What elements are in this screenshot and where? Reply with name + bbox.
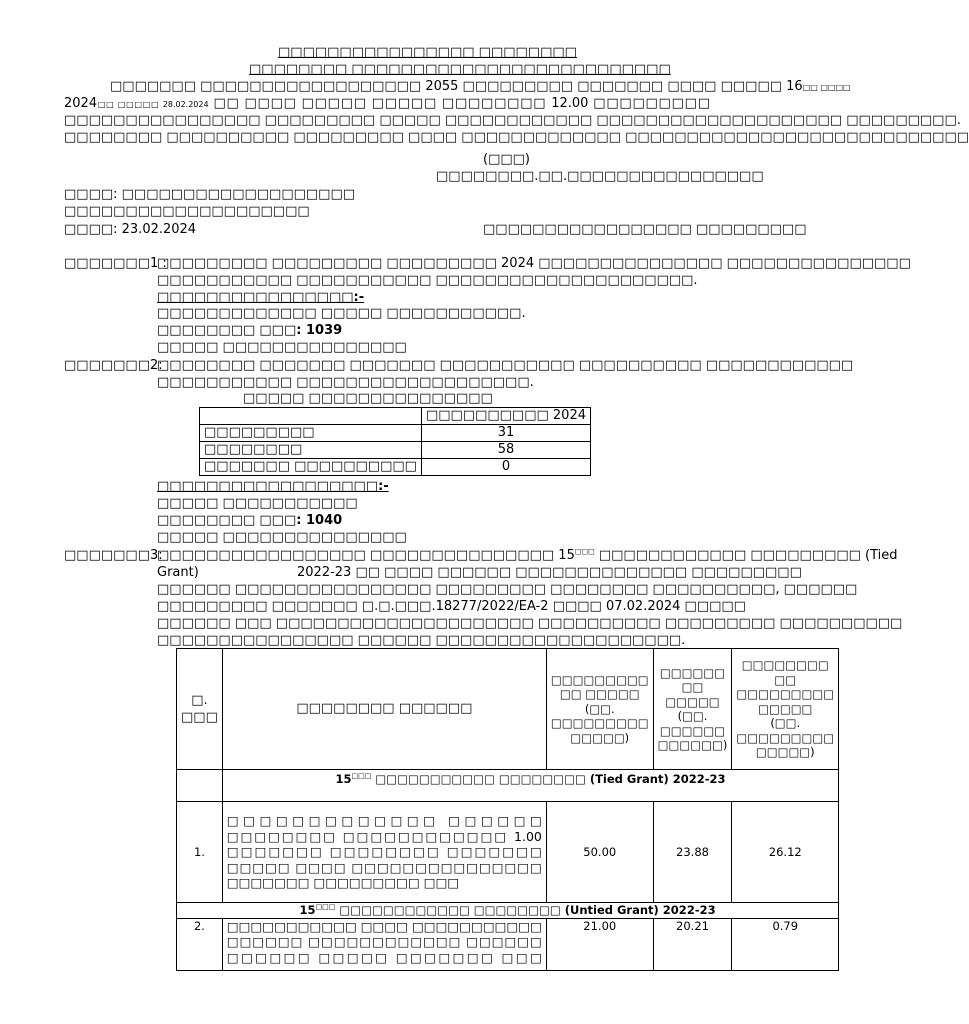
grant-table-header-row [177,649,839,770]
rain-table-label: □□□□□□□□□ [200,425,422,442]
grant-table [176,648,839,971]
table-row [200,459,591,476]
item-1-text: □□□□□□□□□□□□□ □□□□□ □□□□□□□□□□□. [157,306,526,321]
column-header-serial: □. □□□ [177,649,223,770]
row-spent: 23.88 [653,802,732,903]
row-description: □□□□□□□□□□□□□ □□□□□□ □□□□□□□□ □□□□□□□□□□□□ 1.00 □□□□□□□ □□□□□□□□ □□□□□□□ □□□□□ □□□□ □□□□□□□□□□□□□□□ □□□□□□□ □□□□□□□□□ □□□ [222,802,546,903]
table-row [177,802,839,903]
item-2-heading: □□□□□□□□□□□□□□□□□□:- [157,479,389,494]
intro-line-2: 2024□□ □□□□□ 28.02.2024 □□ □□□□ □□□□□ □□□□□ □□□□□□□□ 12.00 □□□□□□□□□ [64,96,710,111]
column-header-description: □□□□□□□□ □□□□□□ [222,649,546,770]
item-1-label: □□□□□□□1 : [64,256,167,271]
item-3-line-6: □□□□□□□□□□□□□□□□ □□□□□□ □□□□□□□□□□□□□□□□□□□□. [157,633,686,648]
rain-table [199,407,591,476]
rain-table-value: 31 [421,425,590,442]
item-3-line-3: □□□□□□ □□□□□□□□□□□□□□□□ □□□□□□□□□ □□□□□□□□ □□□□□□□□□□, □□□□□□ [157,582,858,597]
item-2-line-1: □□□□□□□□ □□□□□□□ □□□□□□□ □□□□□□□□□□□ □□□□□□□□□□ □□□□□□□□□□□□ [157,358,854,373]
row-spent: 20.21 [653,918,732,970]
column-header-estimate: □□□□□□□□□ □□ □□□□□ (□□. □□□□□□□□□ □□□□□) [546,649,653,770]
table-row [200,425,591,442]
item-3-line-2b: 2022-23 □□ □□□□ □□□□□□ □□□□□□□□□□□□□□ □□□□□□□□□ [297,565,802,580]
row-estimate: 21.00 [546,918,653,970]
intro-line-1: □□□□□□□ □□□□□□□□□□□□□□□□□□ 2055 □□□□□□□□□ □□□□□□□ □□□□ □□□□□ 16□□ □□□□ [110,79,851,94]
section-row-tied [177,770,839,802]
item-1-line-1: □□□□□□□□□ □□□□□□□□□ □□□□□□□□□ 2024 □□□□□□□□□□□□□□□ □□□□□□□□□□□□□□□ [157,256,911,271]
item-3-label: □□□□□□□3: [64,548,163,563]
row-balance: 0.79 [732,918,839,970]
document-title: □□□□□□□□□□□□□□□□ □□□□□□□□ [278,45,577,60]
intro-line-4: □□□□□□□□ □□□□□□□□□□ □□□□□□□□□ □□□□ □□□□□□□□□□□□□ □□□□□□□□□□□□□□□□□□□□□□□□□□□□ [64,130,969,145]
row-serial: 2. [177,918,223,970]
item-3-line-5: □□□□□□ □□□ □□□□□□□□□□□□□□□□□□□□□ □□□□□□□□□□ □□□□□□□□□ □□□□□□□□□□ [157,616,903,631]
item-2-table-caption: □□□□□ □□□□□□□□□□□□□□□ [243,391,493,406]
rain-table-header-row [200,408,591,425]
item-3-line-4: □□□□□□□□□ □□□□□□□ □.□.□□□.18277/2022/EA-2 □□□□ 07.02.2024 □□□□□ [157,599,746,614]
item-3-line-1: □□□□□□□□□□□□□□□□□ □□□□□□□□□□□□□□□ 15□□□ □□□□□□□□□□□□ □□□□□□□□□ (Tied [157,547,898,563]
rain-table-label: □□□□□□□ □□□□□□□□□□ [200,459,422,476]
signature-paren: (□□□) [483,152,530,167]
rain-table-value: 0 [421,459,590,476]
empty-cell [177,770,223,802]
date-right-text: □□□□□□□□□□□□□□□□□ □□□□□□□□□ [483,222,807,237]
item-1-footer: □□□□□ □□□□□□□□□□□□□□□ [157,340,407,355]
item-2-footer: □□□□□ □□□□□□□□□□□□□□□ [157,530,407,545]
table-row [177,918,839,970]
rain-table-label: □□□□□□□□ [200,442,422,459]
item-1-heading: □□□□□□□□□□□□□□□□:- [157,290,365,305]
rain-table-value: 58 [421,442,590,459]
rain-table-empty-cell [200,408,422,425]
item-2-text: □□□□□ □□□□□□□□□□□ [157,496,358,511]
row-estimate: 50.00 [546,802,653,903]
section-title-tied: 15□□□ □□□□□□□□□□□ □□□□□□□□ (Tied Grant) 2022-23 [222,770,838,802]
item-1-number: □□□□□□□□ □□□: 1039 [157,323,343,338]
row-description: □□□□□□□□□□□ □□□□ □□□□□□□□□□□ □□□□□□ □□□□□□□□□□□□ □□□□□□ □□□□□□ □□□□□ □□□□□□□ □□□ [222,918,546,970]
intro-line-3: □□□□□□□□□□□□□□□□ □□□□□□□□□ □□□□□ □□□□□□□□□□□□ □□□□□□□□□□□□□□□□□□□□ □□□□□□□□□. [64,113,961,128]
item-2-number: □□□□□□□□ □□□: 1040 [157,513,343,528]
signature-name: □□□□□□□□.□□.□□□□□□□□□□□□□□□□ [436,169,764,184]
rain-table-header: □□□□□□□□□□ 2024 [421,408,590,425]
item-2-label: □□□□□□□2: [64,358,163,373]
item-2-line-2: □□□□□□□□□□□ □□□□□□□□□□□□□□□□□□□. [157,375,534,390]
document-subtitle: □□□□□□□□ □□□□□□□□□□□□□□□□□□□□□□□□□□ [249,62,671,77]
office-line: □□□□□□□□□□□□□□□□□□□□ [64,204,310,219]
column-header-balance: □□□□□□□□ □□ □□□□□□□□□ □□□□□ (□□. □□□□□□□□□ □□□□□) [732,649,839,770]
row-serial: 1. [177,802,223,903]
item-3-line-2a: Grant) [157,565,199,580]
column-header-spent: □□□□□□ □□ □□□□□ (□□. □□□□□□ □□□□□□) [653,649,732,770]
section-title-untied: 15□□□ □□□□□□□□□□□□ □□□□□□□□ (Untied Grant) 2022-23 [177,903,839,919]
section-row-untied [177,903,839,919]
table-row [200,442,591,459]
row-balance: 26.12 [732,802,839,903]
date-line: □□□□: 23.02.2024 [64,222,197,237]
place-line: □□□□: □□□□□□□□□□□□□□□□□□□ [64,187,356,202]
item-1-line-2: □□□□□□□□□□□ □□□□□□□□□□□ □□□□□□□□□□□□□□□□□□□□□. [157,273,698,288]
